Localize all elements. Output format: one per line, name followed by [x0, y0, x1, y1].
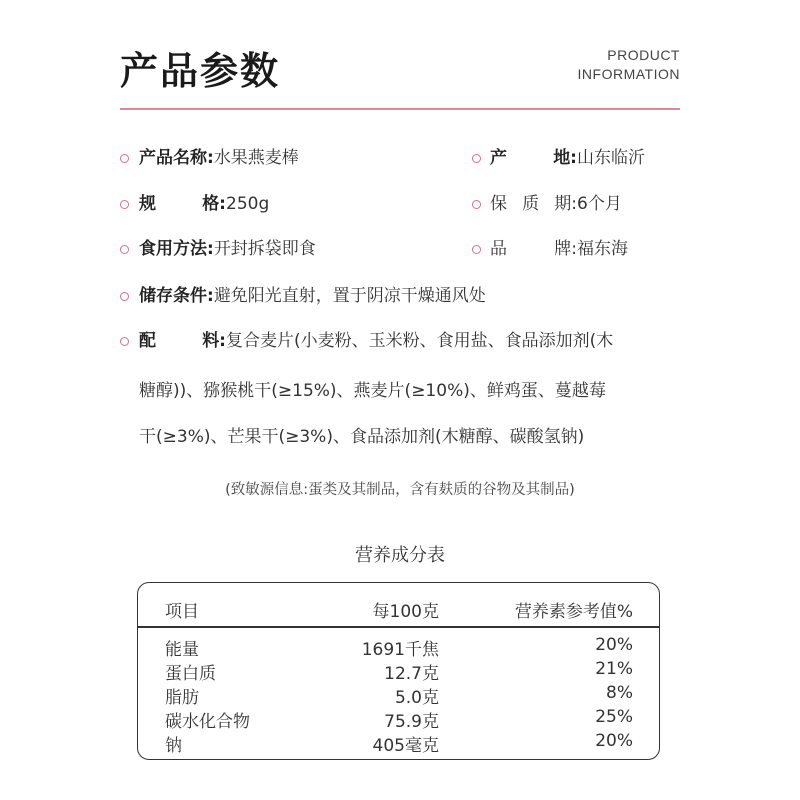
bullet-circle-icon	[120, 337, 129, 346]
table-cell: 12.7克	[384, 664, 439, 684]
param-storage	[139, 285, 486, 307]
param-value: 250g	[226, 194, 270, 214]
bullet-circle-icon	[472, 154, 481, 163]
param-value: 避免阳光直射，置于阴凉干燥通风处	[213, 286, 486, 306]
param-value: 福东海	[577, 239, 628, 259]
table-cell: 碳水化合物	[165, 712, 250, 732]
label-char: 地:	[553, 148, 577, 168]
bullet-circle-icon	[120, 292, 129, 301]
ingredients-line-2: 糖醇))、猕猴桃干(≥15%)、燕麦片(≥10%)、鲜鸡蛋、蔓越莓	[139, 381, 606, 401]
label-char: 料:	[202, 331, 226, 351]
param-value: 山东临沂	[577, 148, 645, 168]
param-label: 储存条件:	[139, 286, 214, 306]
table-header-per100g: 每100克	[372, 602, 439, 622]
nutrition-table-header-divider	[137, 626, 660, 628]
table-cell: 蛋白质	[165, 664, 216, 684]
table-cell: 25%	[595, 707, 633, 727]
param-spec	[139, 193, 269, 215]
label-char: 配	[139, 331, 156, 351]
bullet-circle-icon	[472, 245, 481, 254]
param-label	[139, 193, 226, 215]
table-cell: 钠	[165, 736, 182, 756]
param-label: 食用方法:	[139, 239, 214, 259]
param-brand	[490, 238, 628, 260]
ingredients-line-3: 干(≥3%)、芒果干(≥3%)、食品添加剂(木糖醇、碳酸氢钠)	[139, 427, 585, 447]
ingredients-line-1: 复合麦片(小麦粉、玉米粉、食用盐、食品添加剂(木	[226, 331, 614, 351]
param-product-name	[139, 147, 299, 169]
param-label: 产品名称:	[139, 148, 214, 168]
nutrition-table-title: 营养成分表	[355, 545, 445, 566]
table-cell: 5.0克	[394, 688, 439, 708]
param-value: 6个月	[577, 194, 622, 214]
param-label	[139, 330, 226, 352]
table-cell: 20%	[595, 731, 633, 751]
label-char: 产	[490, 148, 507, 168]
table-cell: 1691千焦	[361, 640, 439, 660]
param-ingredients	[139, 330, 613, 352]
table-header-item: 项目	[165, 602, 199, 622]
param-usage	[139, 238, 316, 260]
label-char: 品	[490, 239, 507, 259]
page-title: 产品参数	[120, 49, 281, 93]
param-value: 水果燕麦棒	[213, 148, 299, 168]
bullet-circle-icon	[120, 200, 129, 209]
label-char: 牌:	[554, 239, 577, 259]
table-header-nrv: 营养素参考值%	[514, 602, 633, 622]
bullet-circle-icon	[120, 245, 129, 254]
label-char: 保	[490, 194, 507, 214]
label-char: 规	[139, 194, 156, 214]
subtitle-line-1: PRODUCT	[607, 47, 680, 63]
table-cell: 405毫克	[372, 736, 439, 756]
header-divider	[120, 108, 680, 110]
subtitle-line-2: INFORMATION	[577, 66, 680, 82]
table-cell: 能量	[165, 640, 199, 660]
table-cell: 75.9克	[384, 712, 439, 732]
label-char: 格:	[202, 194, 226, 214]
param-shelf-life	[490, 193, 622, 215]
param-label	[490, 238, 577, 260]
label-char: 质	[522, 194, 540, 214]
table-cell: 脂肪	[165, 688, 199, 708]
table-cell: 20%	[595, 635, 633, 655]
bullet-circle-icon	[120, 154, 129, 163]
param-origin	[490, 147, 645, 169]
param-label	[490, 147, 577, 169]
table-cell: 21%	[595, 659, 633, 679]
label-char: 期:	[554, 194, 577, 214]
allergen-info: (致敏源信息:蛋类及其制品，含有麸质的谷物及其制品)	[225, 482, 575, 498]
param-label	[490, 193, 577, 215]
bullet-circle-icon	[472, 200, 481, 209]
table-cell: 8%	[606, 683, 633, 703]
param-value: 开封拆袋即食	[213, 239, 316, 259]
page-subtitle-en	[578, 46, 680, 84]
